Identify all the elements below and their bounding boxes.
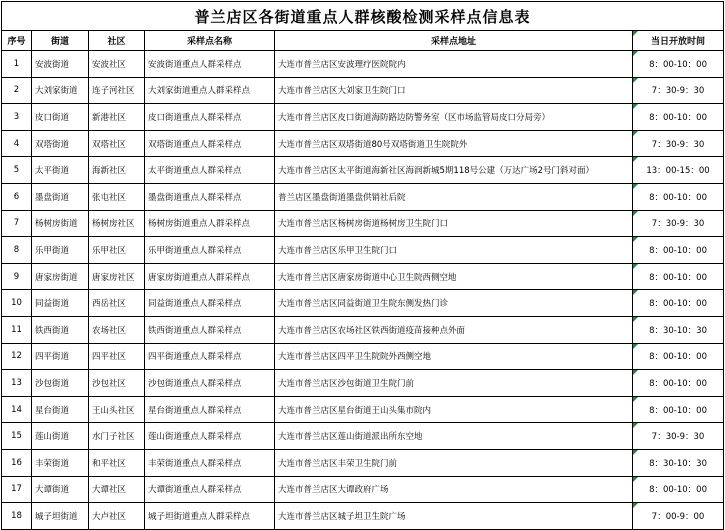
cell-community[interactable]: 连子河社区: [89, 77, 145, 104]
cell-hours[interactable]: [633, 183, 724, 210]
cell-no[interactable]: 9: [2, 263, 32, 290]
cell-site-name[interactable]: 四平街道重点人群采样点: [145, 343, 275, 370]
cell-hours-label: 8：30-10：30: [649, 458, 707, 469]
cell-hours-label: 8：30-10：30: [649, 325, 707, 336]
header-no[interactable]: 序号: [2, 31, 32, 51]
cell-address[interactable]: 大连市普兰店区双塔街道80号双塔街道卫生院院外: [275, 130, 633, 157]
cell-address[interactable]: 大连市普兰店区大谭政府广场: [275, 476, 633, 503]
cell-site-name[interactable]: 城子坦街道重点人群采样点: [145, 503, 275, 530]
comment-marker-icon: [633, 78, 638, 83]
comment-marker-icon: [633, 423, 638, 428]
cell-community[interactable]: 唐家房社区: [89, 263, 145, 290]
cell-no[interactable]: 8: [2, 237, 32, 264]
cell-address[interactable]: 大连市普兰店区大刘家卫生院门口: [275, 77, 633, 104]
cell-hours[interactable]: [633, 210, 724, 237]
comment-marker-icon: [633, 317, 638, 322]
cell-community[interactable]: 安波社区: [89, 51, 145, 78]
comment-marker-icon: [633, 51, 638, 56]
comment-marker-icon: [633, 344, 638, 349]
table-row: [2, 77, 724, 104]
cell-hours-label: 8：00-10：00: [649, 299, 707, 310]
cell-street[interactable]: 同益街道: [32, 290, 89, 317]
comment-marker-icon: [633, 184, 638, 189]
cell-no[interactable]: 18: [2, 503, 32, 530]
cell-hours[interactable]: [633, 157, 724, 184]
cell-hours[interactable]: [633, 290, 724, 317]
cell-community[interactable]: 四平社区: [89, 343, 145, 370]
cell-no[interactable]: 14: [2, 396, 32, 423]
cell-hours-label: 7：00-9：00: [651, 511, 705, 522]
cell-site-name[interactable]: 星台街道重点人群采样点: [145, 396, 275, 423]
cell-no[interactable]: 4: [2, 130, 32, 157]
cell-hours[interactable]: [633, 51, 724, 78]
cell-hours-label: 13：00-15：00: [646, 166, 710, 177]
cell-community[interactable]: 乐甲社区: [89, 237, 145, 264]
cell-street[interactable]: 大谭街道: [32, 476, 89, 503]
cell-address[interactable]: 大连市普兰店区同益街道卫生院东侧发热门诊: [275, 290, 633, 317]
cell-community[interactable]: 大卢社区: [89, 503, 145, 530]
table-row: [2, 449, 724, 476]
cell-community[interactable]: 王山头社区: [89, 396, 145, 423]
cell-hours-label: 7：30-9：30: [651, 86, 705, 97]
cell-no[interactable]: 11: [2, 316, 32, 343]
comment-marker-icon: [633, 211, 638, 216]
cell-hours[interactable]: [633, 423, 724, 450]
comment-marker-icon: [633, 477, 638, 482]
comment-marker-icon: [633, 131, 638, 136]
cell-no[interactable]: 17: [2, 476, 32, 503]
cell-no[interactable]: 5: [2, 157, 32, 184]
cell-site-name[interactable]: 皮口街道重点人群采样点: [145, 104, 275, 131]
comment-marker-icon: [633, 237, 638, 242]
cell-hours-label: 7：30-9：30: [651, 432, 705, 443]
table-row: [2, 370, 724, 397]
cell-street[interactable]: 四平街道: [32, 343, 89, 370]
cell-hours[interactable]: [633, 316, 724, 343]
cell-hours-label: 8：00-10：00: [649, 272, 707, 283]
table-row: [2, 343, 724, 370]
cell-site-name[interactable]: 同益街道重点人群采样点: [145, 290, 275, 317]
cell-site-name[interactable]: 丰荣街道重点人群采样点: [145, 449, 275, 476]
cell-hours[interactable]: [633, 237, 724, 264]
cell-address[interactable]: 大连市普兰店区杨树房街道杨树房卫生院门口: [275, 210, 633, 237]
cell-hours[interactable]: [633, 343, 724, 370]
cell-community[interactable]: 海新社区: [89, 157, 145, 184]
cell-hours-label: 8：00-10：00: [649, 59, 707, 70]
cell-no[interactable]: 16: [2, 449, 32, 476]
cell-street[interactable]: 丰荣街道: [32, 449, 89, 476]
table-row: [2, 263, 724, 290]
comment-marker-icon: [633, 450, 638, 455]
cell-site-name[interactable]: 太平街道重点人群采样点: [145, 157, 275, 184]
cell-community[interactable]: 和平社区: [89, 449, 145, 476]
sheet-title[interactable]: 普兰店区各街道重点人群核酸检测采样点信息表: [2, 2, 724, 31]
cell-street[interactable]: 沙包街道: [32, 370, 89, 397]
cell-street[interactable]: 城子坦街道: [32, 503, 89, 530]
cell-hours[interactable]: [633, 503, 724, 530]
cell-hours-label: 8：00-10：00: [649, 405, 707, 416]
cell-no[interactable]: 12: [2, 343, 32, 370]
cell-address[interactable]: 大连市普兰店区唐家房街道中心卫生院西侧空地: [275, 263, 633, 290]
table-row: [2, 423, 724, 450]
cell-site-name[interactable]: 大刘家街道重点人群采样点: [145, 77, 275, 104]
cell-hours-label: 8：00-10：00: [649, 245, 707, 256]
cell-community[interactable]: 双塔社区: [89, 130, 145, 157]
comment-marker-icon: [633, 503, 638, 508]
cell-address[interactable]: 普兰店区墨盘街道墨盘供销社后院: [275, 183, 633, 210]
cell-street[interactable]: 唐家房街道: [32, 263, 89, 290]
cell-street[interactable]: 铁西街道: [32, 316, 89, 343]
cell-site-name[interactable]: 乐甲街道重点人群采样点: [145, 237, 275, 264]
cell-site-name[interactable]: 杨树房街道重点人群采样点: [145, 210, 275, 237]
cell-hours[interactable]: [633, 104, 724, 131]
cell-street[interactable]: 星台街道: [32, 396, 89, 423]
cell-address[interactable]: 大连市普兰店区丰荣卫生院门前: [275, 449, 633, 476]
comment-marker-icon: [633, 370, 638, 375]
cell-hours[interactable]: [633, 130, 724, 157]
cell-hours-label: 8：00-10：00: [649, 112, 707, 123]
header-row: [2, 31, 724, 51]
cell-no[interactable]: 6: [2, 183, 32, 210]
comment-marker-icon: [633, 157, 638, 162]
cell-address[interactable]: 大连市普兰店区皮口街道海防路边防警务室（区市场监管局皮口分局旁）: [275, 104, 633, 131]
table-row: [2, 104, 724, 131]
header-site-name[interactable]: 采样点名称: [145, 31, 275, 51]
cell-site-name[interactable]: 唐家房街道重点人群采样点: [145, 263, 275, 290]
table-row: [2, 210, 724, 237]
cell-street[interactable]: 双塔街道: [32, 130, 89, 157]
cell-hours[interactable]: [633, 476, 724, 503]
cell-street[interactable]: 太平街道: [32, 157, 89, 184]
cell-site-name[interactable]: 大谭街道重点人群采样点: [145, 476, 275, 503]
comment-marker-icon: [633, 264, 638, 269]
table-row: [2, 130, 724, 157]
header-hours-label: 当日开放时间: [651, 37, 706, 47]
cell-hours[interactable]: [633, 263, 724, 290]
cell-no[interactable]: 3: [2, 104, 32, 131]
cell-hours-label: 8：00-10：00: [649, 485, 707, 496]
header-street[interactable]: 街道: [32, 31, 89, 51]
table-row: [2, 503, 724, 530]
cell-community[interactable]: 农场社区: [89, 316, 145, 343]
cell-community[interactable]: 水门子社区: [89, 423, 145, 450]
comment-marker-icon: [633, 397, 638, 402]
header-address[interactable]: 采样点地址: [275, 31, 633, 51]
comment-marker-icon: [633, 290, 638, 295]
comment-marker-icon: [633, 31, 638, 36]
cell-hours-label: 8：00-10：00: [649, 352, 707, 363]
cell-community[interactable]: 张屯社区: [89, 183, 145, 210]
cell-address[interactable]: 大连市普兰店区城子坦卫生院广场: [275, 503, 633, 530]
cell-address[interactable]: 大连市普兰店区太平街道海新社区海润新城5期118号公建（万达广场2号门斜对面）: [275, 157, 633, 184]
cell-address[interactable]: 大连市普兰店区沙包街道卫生院门前: [275, 370, 633, 397]
cell-community[interactable]: 杨树房社区: [89, 210, 145, 237]
cell-site-name[interactable]: 铁西街道重点人群采样点: [145, 316, 275, 343]
cell-community[interactable]: 新港社区: [89, 104, 145, 131]
cell-address[interactable]: 大连市普兰店区乐甲卫生院门口: [275, 237, 633, 264]
cell-no[interactable]: 10: [2, 290, 32, 317]
cell-community[interactable]: 西岳社区: [89, 290, 145, 317]
cell-site-name[interactable]: 墨盘街道重点人群采样点: [145, 183, 275, 210]
header-hours[interactable]: [633, 31, 724, 51]
cell-street[interactable]: 大刘家街道: [32, 77, 89, 104]
cell-address[interactable]: 大连市普兰店区农场社区铁西街道疫苗接种点外面: [275, 316, 633, 343]
table-row: [2, 183, 724, 210]
cell-site-name[interactable]: 双塔街道重点人群采样点: [145, 130, 275, 157]
cell-community[interactable]: 沙包社区: [89, 370, 145, 397]
cell-address[interactable]: 大连市普兰店区星台街道王山头集市院内: [275, 396, 633, 423]
table-row: [2, 316, 724, 343]
cell-no[interactable]: 13: [2, 370, 32, 397]
cell-community[interactable]: 大谭社区: [89, 476, 145, 503]
cell-no[interactable]: 7: [2, 210, 32, 237]
cell-address[interactable]: 大连市普兰店区四平卫生院院外西侧空地: [275, 343, 633, 370]
comment-marker-icon: [633, 104, 638, 109]
cell-no[interactable]: 2: [2, 77, 32, 104]
table-row: [2, 290, 724, 317]
cell-street[interactable]: 乐甲街道: [32, 237, 89, 264]
sampling-sites-table: [1, 1, 724, 530]
table-row: [2, 237, 724, 264]
table-body: [2, 51, 724, 530]
cell-hours[interactable]: [633, 77, 724, 104]
table-row: [2, 157, 724, 184]
cell-hours[interactable]: [633, 370, 724, 397]
cell-street[interactable]: 皮口街道: [32, 104, 89, 131]
cell-hours[interactable]: [633, 396, 724, 423]
cell-site-name[interactable]: 安波街道重点人群采样点: [145, 51, 275, 78]
cell-site-name[interactable]: 沙包街道重点人群采样点: [145, 370, 275, 397]
table-row: [2, 396, 724, 423]
cell-hours[interactable]: [633, 449, 724, 476]
cell-address[interactable]: 大连市普兰店区安波理疗医院院内: [275, 51, 633, 78]
cell-hours-label: 7：30-9：30: [651, 219, 705, 230]
cell-no[interactable]: 15: [2, 423, 32, 450]
cell-site-name[interactable]: 莲山街道重点人群采样点: [145, 423, 275, 450]
table-row: [2, 476, 724, 503]
cell-no[interactable]: 1: [2, 51, 32, 78]
cell-street[interactable]: 安波街道: [32, 51, 89, 78]
cell-address[interactable]: 大连市普兰店区莲山街道派出所东空地: [275, 423, 633, 450]
header-community[interactable]: 社区: [89, 31, 145, 51]
cell-street[interactable]: 莲山街道: [32, 423, 89, 450]
cell-hours-label: 7：30-9：30: [651, 139, 705, 150]
cell-hours-label: 8：00-10：00: [649, 378, 707, 389]
cell-street[interactable]: 杨树房街道: [32, 210, 89, 237]
table-row: [2, 51, 724, 78]
cell-hours-label: 8：00-10：00: [649, 192, 707, 203]
cell-street[interactable]: 墨盘街道: [32, 183, 89, 210]
